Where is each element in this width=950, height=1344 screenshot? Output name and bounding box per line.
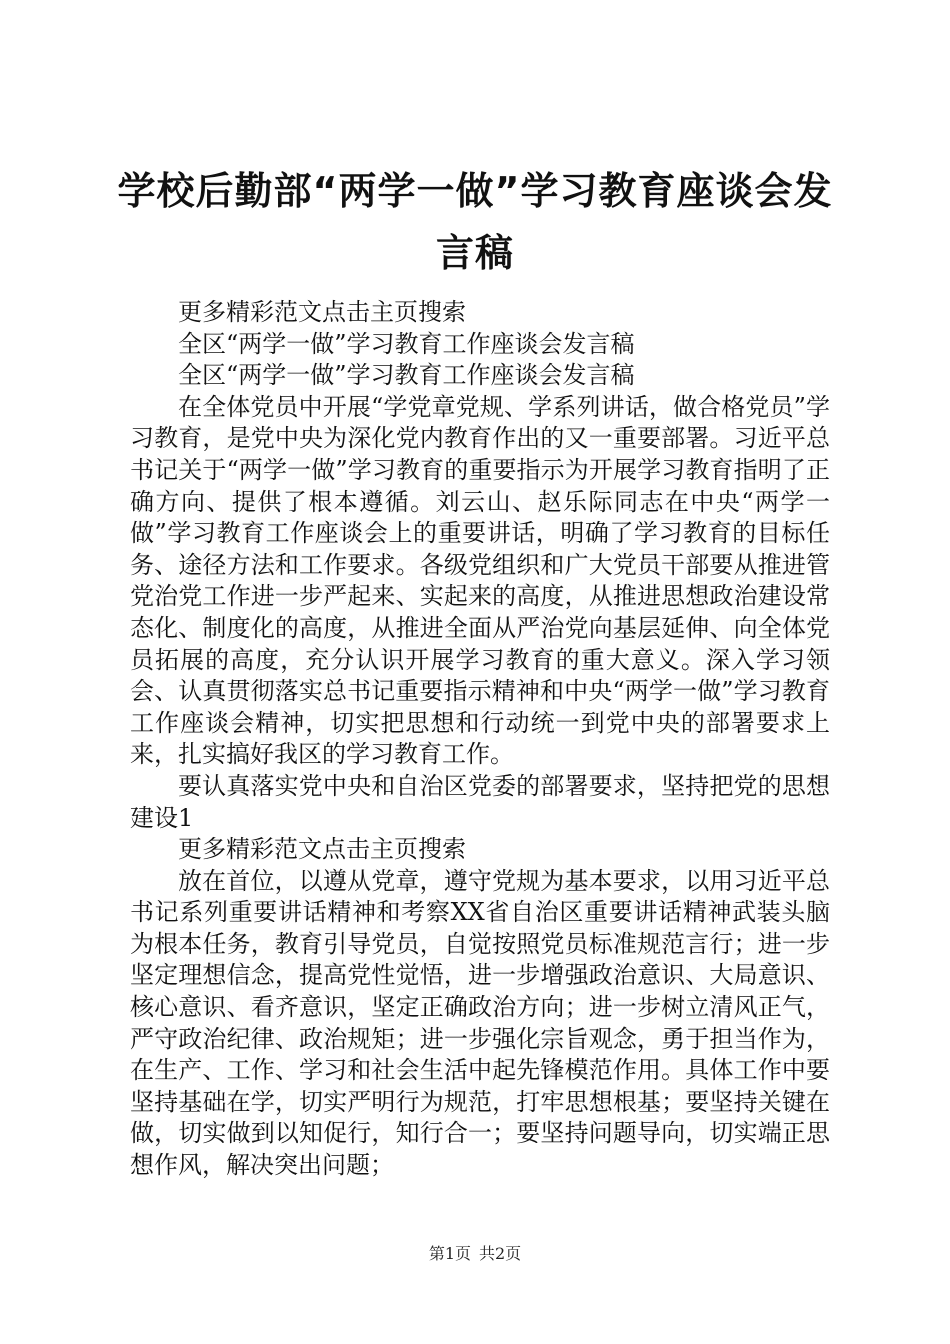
document-body xyxy=(130,297,830,1182)
body-paragraph: 全区“两学一做”学习教育工作座谈会发言稿 xyxy=(178,329,635,358)
body-paragraph: 全区“两学一做”学习教育工作座谈会发言稿 xyxy=(178,361,635,390)
body-paragraph: 在全体党员中开展“学党章党规、学系列讲话，做合格党员”学习教育，是党中央为深化党内教育作出的又一重要部署。习近平总书记关于“两学一做”学习教育的重要指示为开展学习教育指明了正确方向、提供了根本遵循。刘云山、赵乐际同志在中央“两学一做”学习教育工作座谈会上的重要讲话，明确了学习教育的目标任务、途径方法和工作要求。各级党组织和广大党员干部要从推进管党治党工作进一步严起来、实起来的高度，从推进思想政治建设常态化、制度化的高度，从推进全面从严治党向基层延伸、向全体党员拓展的高度，充分认识开展学习教育的重大意义。深入学习领会、认真贯彻落实总书记重要指示精神和中央“两学一做”学习教育工作座谈会精神，切实把思想和行动统一到党中央的部署要求上来，扎实搞好我区的学习教育工作。 xyxy=(130,392,830,769)
page-footer xyxy=(0,1244,950,1264)
body-paragraph: 要认真落实党中央和自治区党委的部署要求，坚持把党的思想建设1 xyxy=(130,771,830,832)
document-title: 学校后勤部“两学一做”学习教育座谈会发言稿 xyxy=(117,169,833,275)
body-paragraph: 更多精彩范文点击主页搜索 xyxy=(178,298,466,326)
page-number: 第1页 xyxy=(428,1244,471,1263)
page-total: 共2页 xyxy=(479,1244,522,1263)
body-paragraph: 更多精彩范文点击主页搜索 xyxy=(178,835,466,864)
body-paragraph: 放在首位，以遵从党章，遵守党规为基本要求，以用习近平总书记系列重要讲话精神和考察XX省自治区重要讲话精神武装头脑为根本任务，教育引导党员，自觉按照党员标准规范言行；进一步坚定理想信念，提高党性觉悟，进一步增强政治意识、大局意识、核心意识、看齐意识，坚定正确政治方向；进一步树立清风正气，严守政治纪律、政治规矩；进一步强化宗旨观念，勇于担当作为，在生产、工作、学习和社会生活中起先锋模范作用。具体工作中要坚持基础在学，切实严明行为规范，打牢思想根基；要坚持关键在做，切实做到以知促行，知行合一；要坚持问题导向，切实端正思想作风，解决突出问题； xyxy=(130,866,830,1180)
